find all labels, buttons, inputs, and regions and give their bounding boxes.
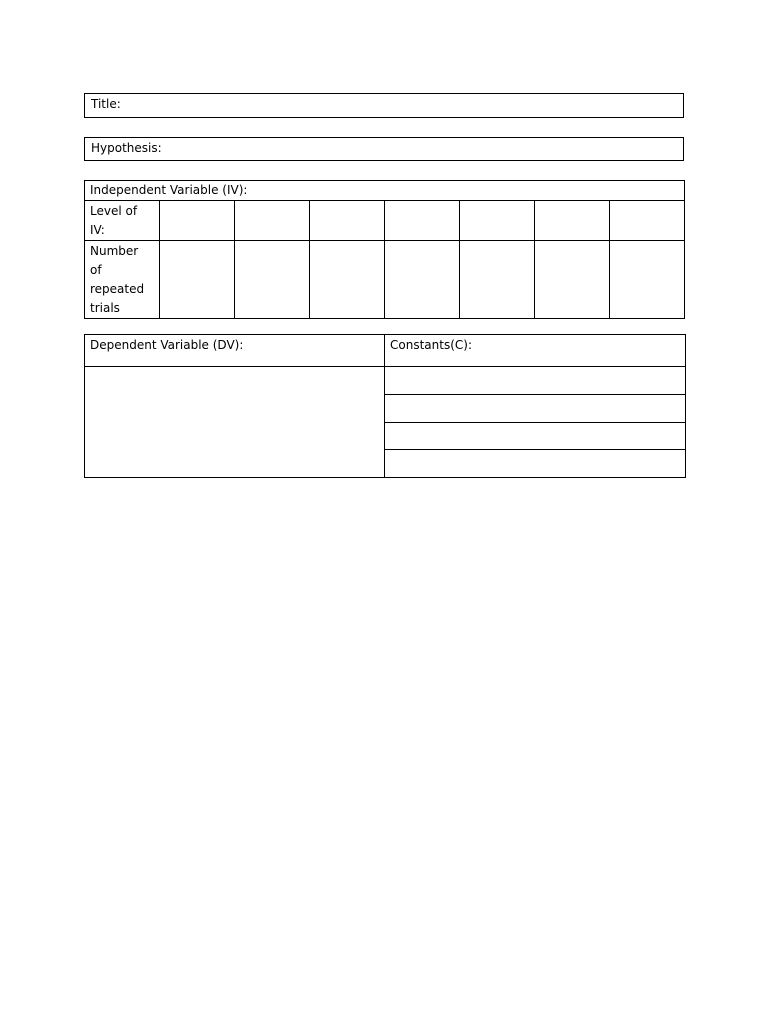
- constant-entry-cell[interactable]: [385, 395, 686, 423]
- hypothesis-field[interactable]: [84, 137, 684, 161]
- iv-trials-cell[interactable]: [310, 241, 385, 319]
- iv-trials-cell[interactable]: [235, 241, 310, 319]
- constant-entry-cell[interactable]: [385, 367, 686, 395]
- iv-trials-cell[interactable]: [535, 241, 610, 319]
- constant-entry-cell[interactable]: [385, 450, 686, 478]
- constants-header-cell: [385, 335, 686, 367]
- iv-trials-cell[interactable]: [610, 241, 685, 319]
- iv-level-label-cell: [85, 201, 160, 241]
- iv-trials-cell[interactable]: [460, 241, 535, 319]
- iv-level-cell[interactable]: [610, 201, 685, 241]
- iv-header-label: Independent Variable (IV):: [90, 183, 248, 197]
- iv-trials-label: Number of repeated trials: [90, 244, 145, 315]
- constants-header-label: Constants(C):: [390, 338, 472, 352]
- iv-level-cell[interactable]: [310, 201, 385, 241]
- title-field[interactable]: [84, 93, 684, 118]
- iv-trials-cell[interactable]: [160, 241, 235, 319]
- dv-entry-cell[interactable]: [85, 367, 385, 478]
- dv-header-label: Dependent Variable (DV):: [90, 338, 244, 352]
- dv-header-cell: [85, 335, 385, 367]
- title-label: Title:: [91, 97, 121, 111]
- hypothesis-label: Hypothesis:: [91, 141, 162, 155]
- iv-level-cell[interactable]: [160, 201, 235, 241]
- iv-level-cell[interactable]: [235, 201, 310, 241]
- iv-level-label: Level of IV:: [90, 204, 138, 237]
- iv-trials-label-cell: [85, 241, 160, 319]
- iv-level-cell[interactable]: [460, 201, 535, 241]
- iv-table: [84, 180, 685, 319]
- iv-trials-cell[interactable]: [385, 241, 460, 319]
- iv-level-cell[interactable]: [385, 201, 460, 241]
- iv-header-cell[interactable]: [85, 181, 685, 201]
- dv-constants-table: [84, 334, 686, 478]
- constant-entry-cell[interactable]: [385, 423, 686, 450]
- iv-level-cell[interactable]: [535, 201, 610, 241]
